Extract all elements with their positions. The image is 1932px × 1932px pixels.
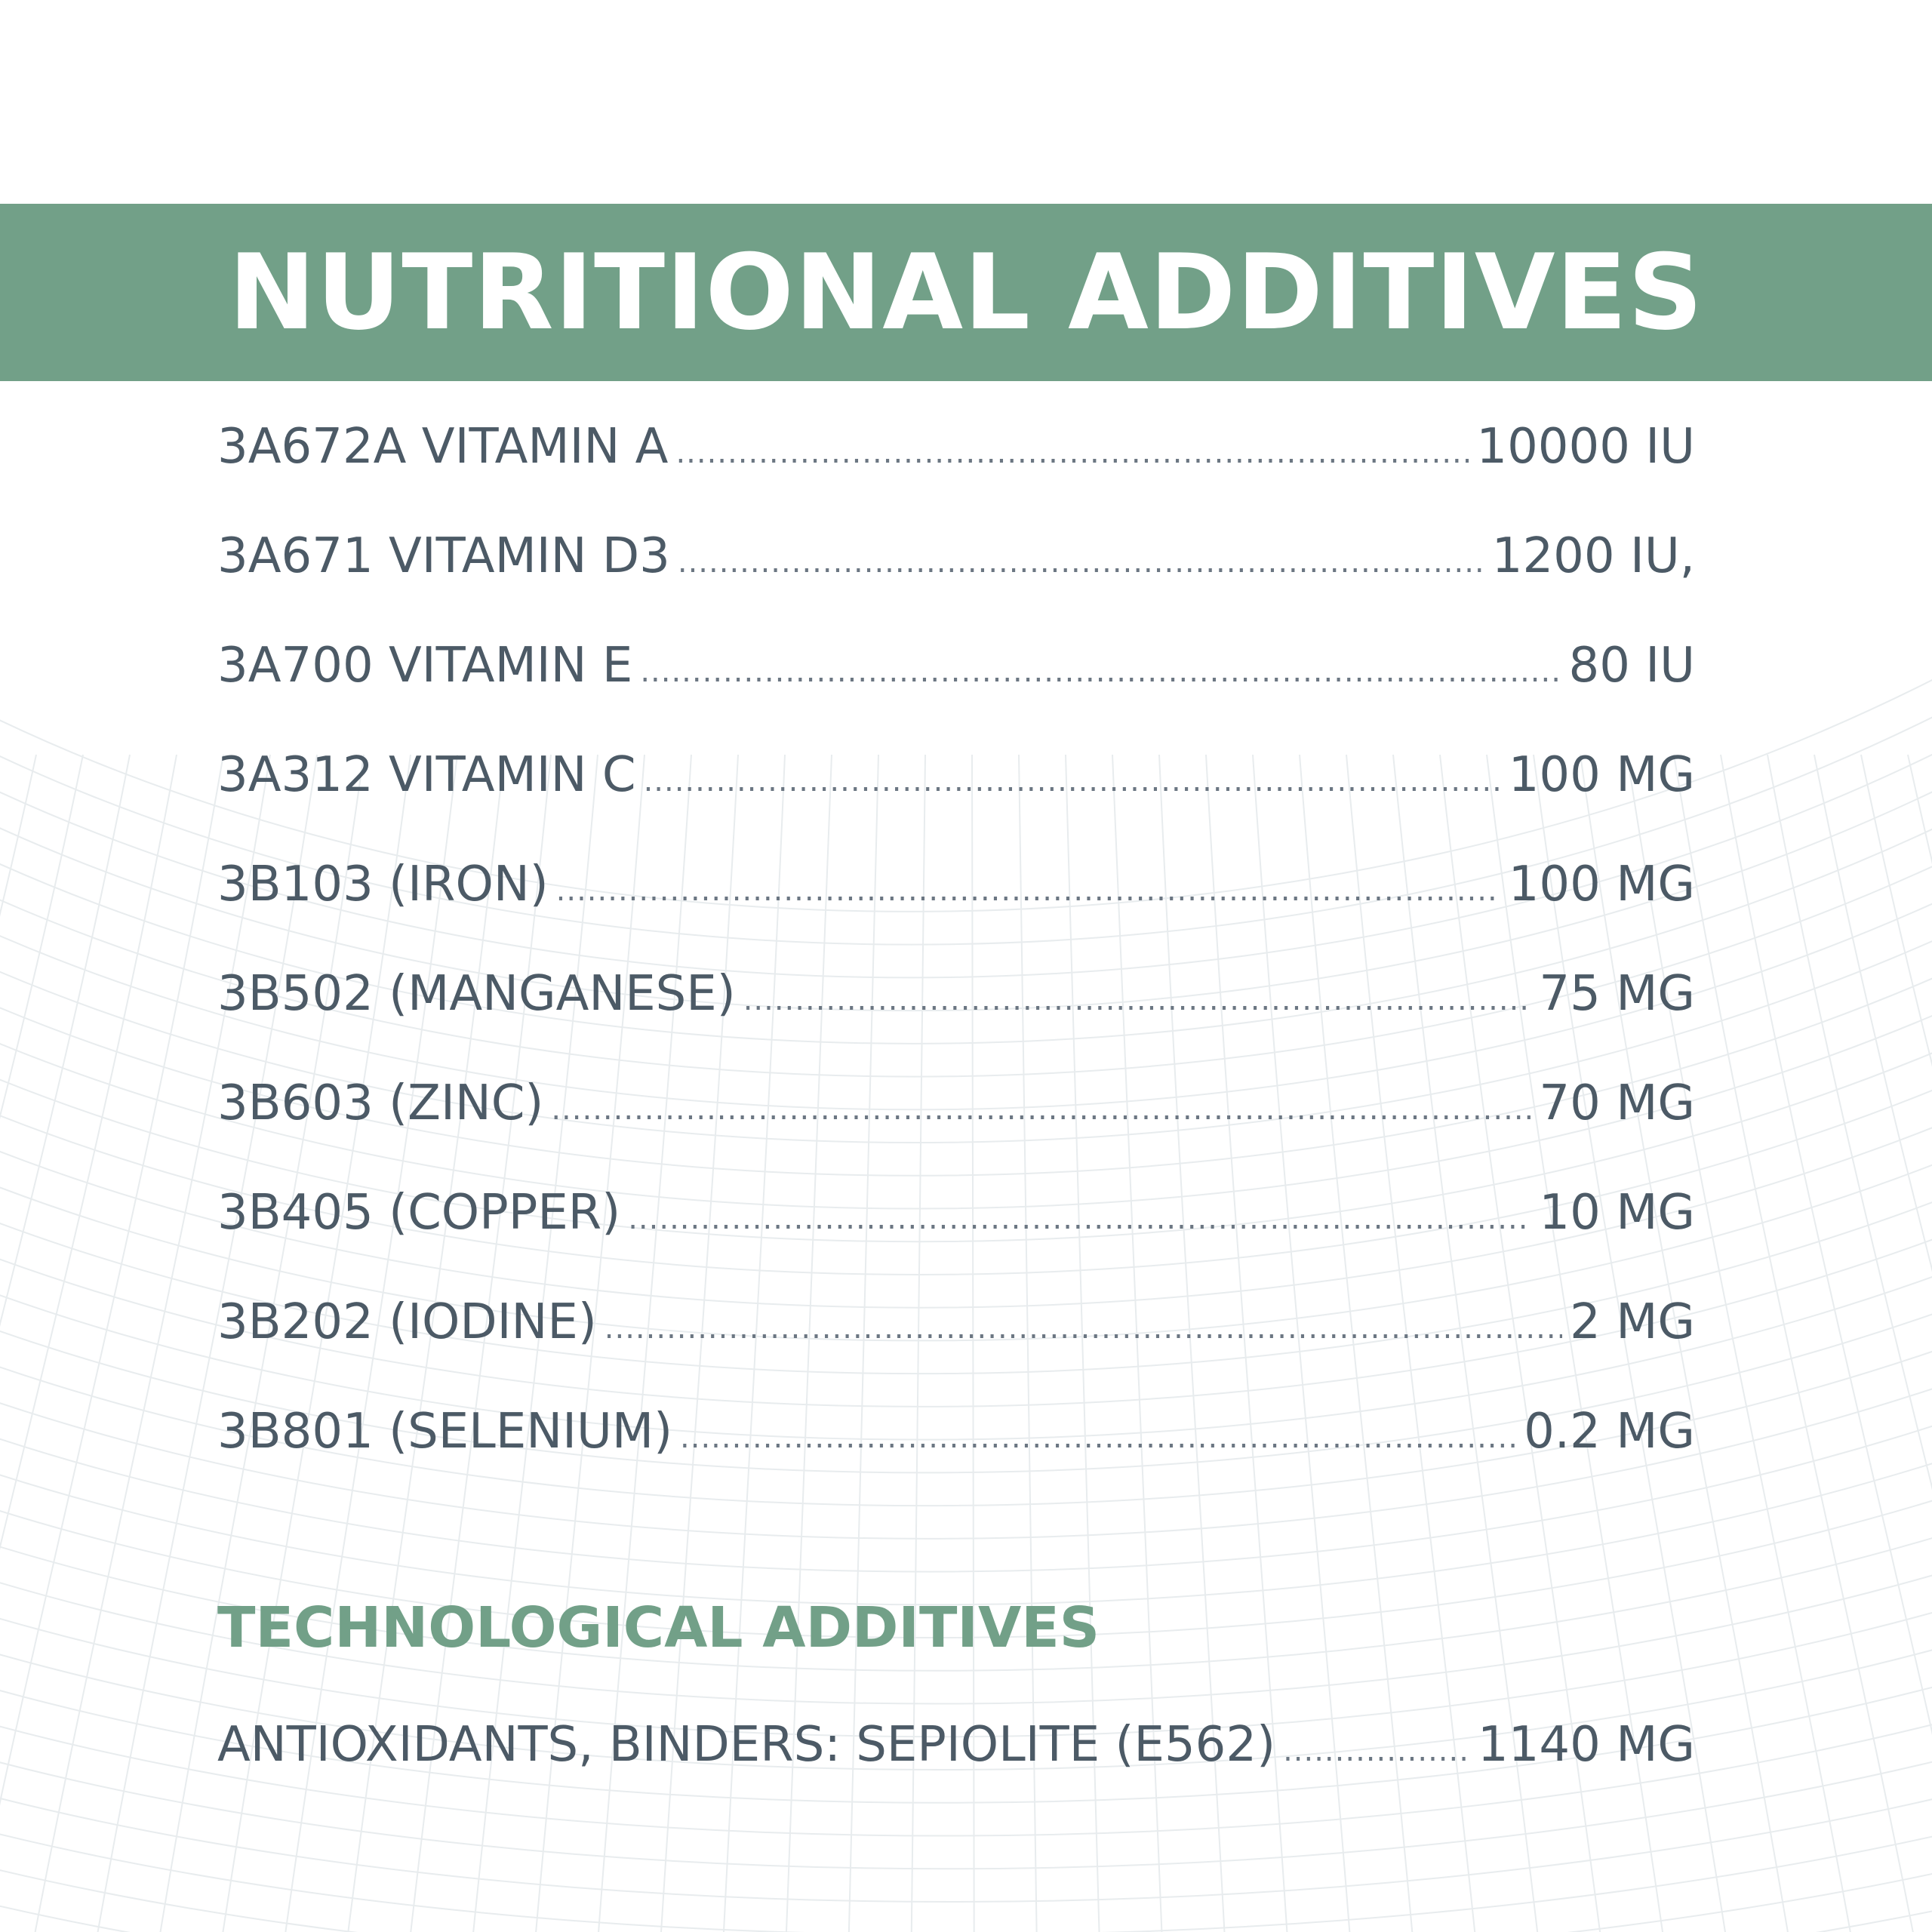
additive-row <box>217 638 1695 751</box>
additive-amount: 0.2 MG <box>1524 1404 1695 1460</box>
additive-amount: 80 IU <box>1568 638 1695 694</box>
title-banner <box>0 204 1932 381</box>
additive-amount: 2 MG <box>1570 1294 1695 1350</box>
additive-name: 3B202 (IODINE) <box>217 1294 597 1350</box>
additive-name: 3A672A VITAMIN A <box>217 419 669 475</box>
additive-row <box>217 1185 1695 1298</box>
additive-amount: 75 MG <box>1539 966 1695 1022</box>
additive-row <box>217 1404 1695 1517</box>
dot-leader <box>556 875 1501 906</box>
additive-row <box>217 528 1695 641</box>
dot-leader <box>605 1313 1562 1343</box>
additive-amount: 10 MG <box>1539 1185 1695 1241</box>
additive-name: ANTIOXIDANTS, BINDERS: SEPIOLITE (E562) <box>217 1717 1276 1773</box>
additive-row <box>217 1075 1695 1189</box>
additive-name: 3B801 (SELENIUM) <box>217 1404 673 1460</box>
additive-name: 3B502 (MANGANESE) <box>217 966 736 1022</box>
nutritional-additives-list <box>217 419 1695 1517</box>
additive-row <box>217 747 1695 860</box>
additive-amount: 1140 MG <box>1477 1717 1695 1773</box>
additive-row <box>217 1294 1695 1407</box>
dot-leader <box>551 1094 1531 1124</box>
dot-leader <box>680 1423 1516 1453</box>
technological-additives-heading: TECHNOLOGICAL ADDITIVES <box>217 1595 1100 1660</box>
dot-leader <box>743 985 1532 1015</box>
dot-leader <box>675 438 1469 468</box>
dot-leader <box>678 547 1484 577</box>
dot-leader <box>628 1204 1531 1234</box>
additive-name: 3B405 (COPPER) <box>217 1185 621 1241</box>
additive-amount: 100 MG <box>1508 747 1695 803</box>
technological-additives-list <box>217 1717 1695 1830</box>
dot-leader <box>1283 1736 1470 1766</box>
additive-row <box>217 966 1695 1079</box>
additive-name: 3A700 VITAMIN E <box>217 638 633 694</box>
additive-amount: 10000 IU <box>1476 419 1695 475</box>
additive-name: 3A312 VITAMIN C <box>217 747 636 803</box>
additive-amount: 70 MG <box>1539 1075 1695 1131</box>
banner-title: NUTRITIONAL ADDITIVES <box>228 231 1704 353</box>
additive-name: 3B103 (IRON) <box>217 857 549 912</box>
additive-row <box>217 419 1695 532</box>
additive-amount: 1200 IU, <box>1491 528 1695 584</box>
additive-row <box>217 1717 1695 1830</box>
additive-name: 3A671 VITAMIN D3 <box>217 528 670 584</box>
additive-row <box>217 857 1695 970</box>
dot-leader <box>640 657 1561 687</box>
dot-leader <box>644 766 1501 796</box>
additive-amount: 100 MG <box>1508 857 1695 912</box>
additive-name: 3B603 (ZINC) <box>217 1075 544 1131</box>
